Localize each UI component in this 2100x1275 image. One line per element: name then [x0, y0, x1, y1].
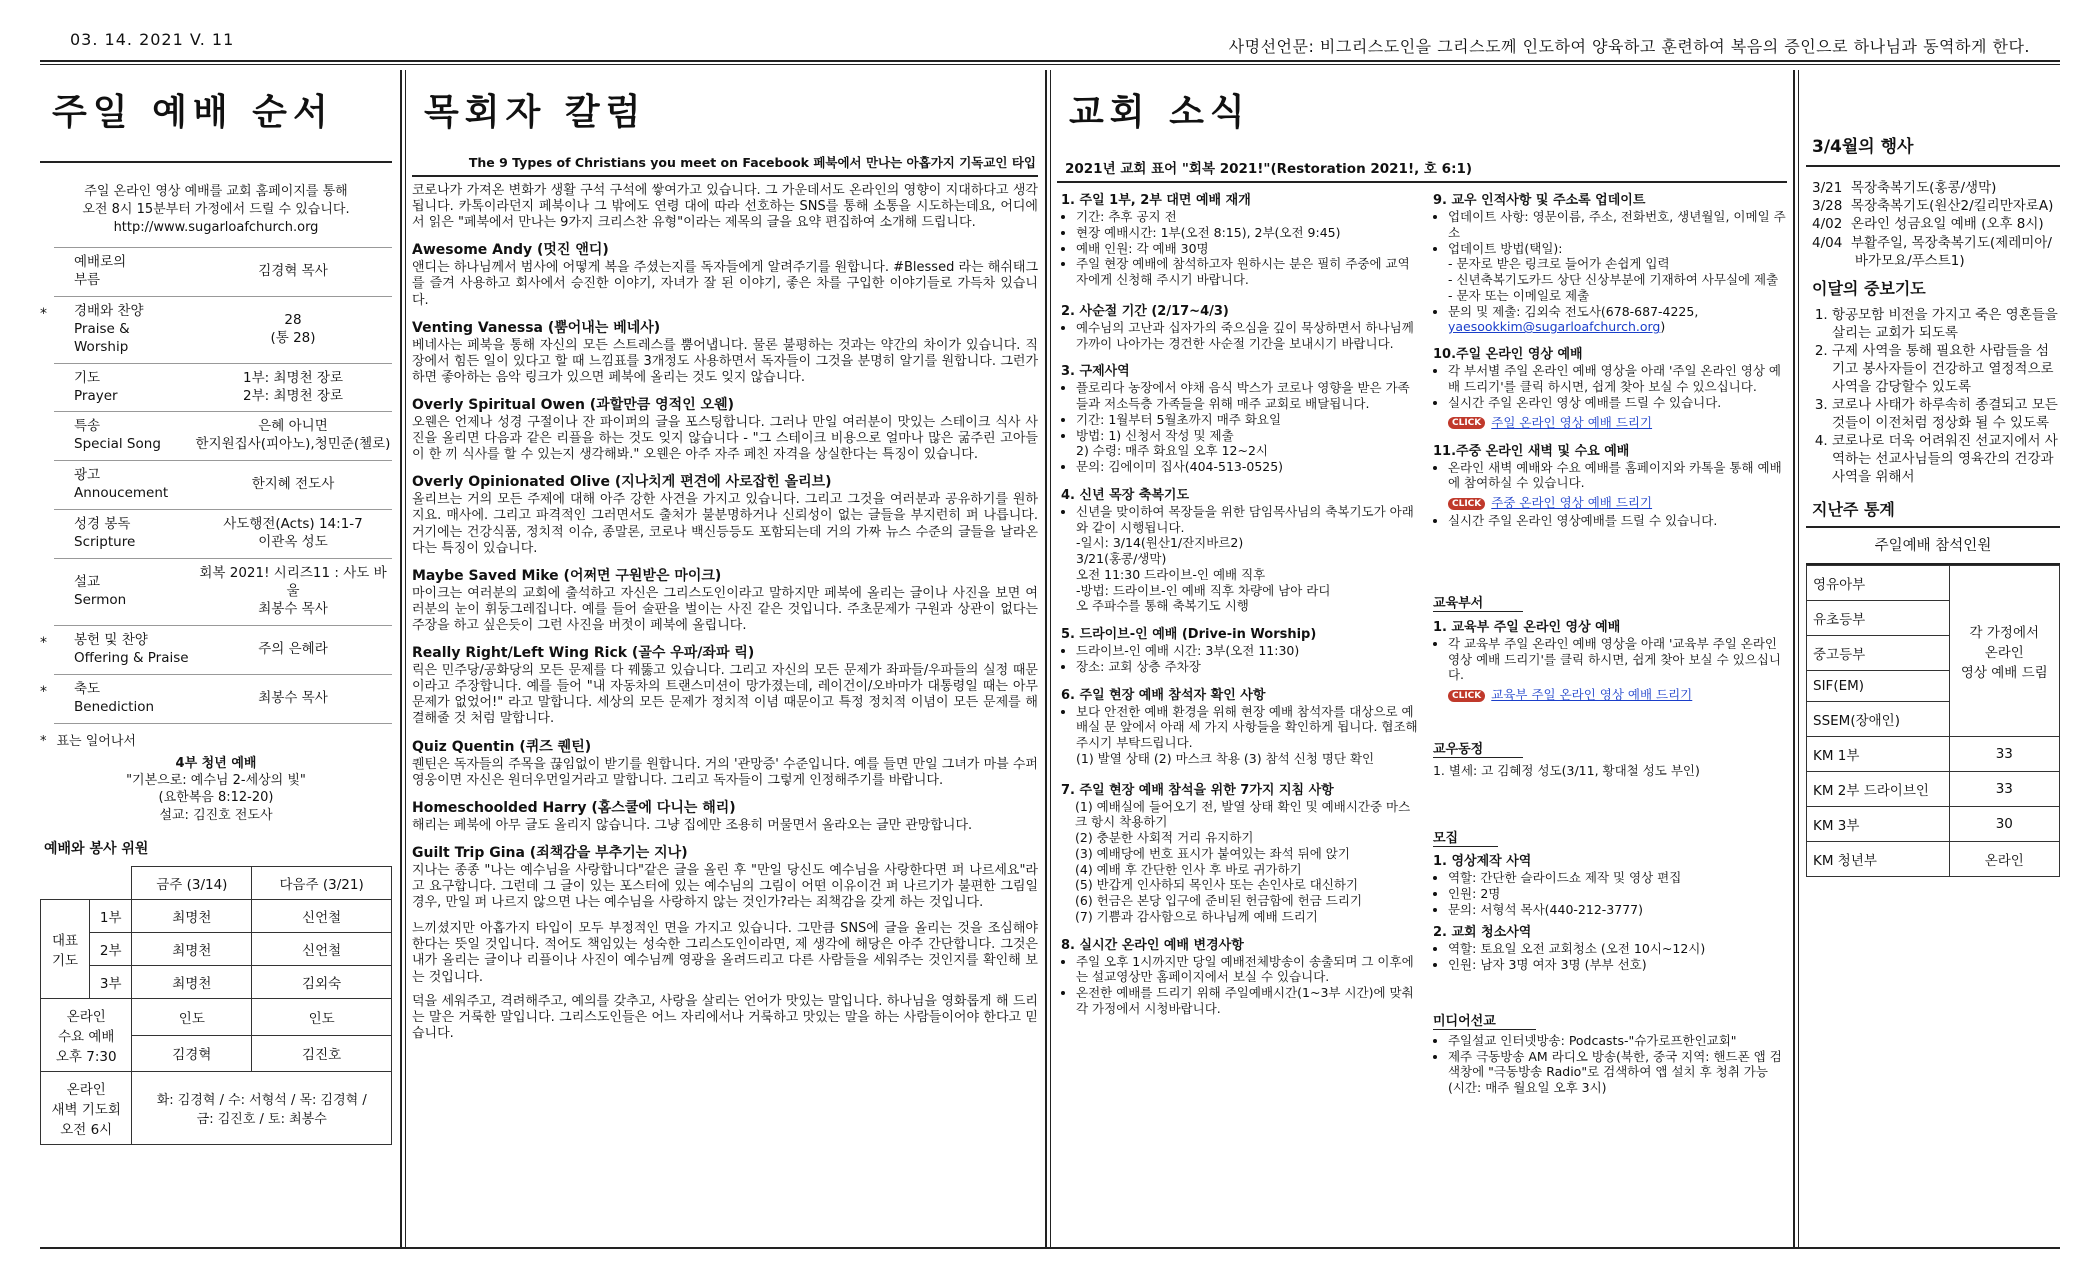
- worship-order-column: [40, 70, 392, 1247]
- weekday-online-link[interactable]: 주중 온라인 영상 예배 드리기: [1491, 495, 1653, 510]
- duty-cell: 김진호: [252, 1035, 392, 1072]
- header-divider: [40, 60, 2060, 62]
- news-right: 9. 교우 인적사항 및 주소록 업데이트 • 업데이트 사항: 영문이름, 주소, 전화번호, 생년월일, 이메일 주소 • 업데이트 방법(택일): - 문자로 받은 링크로 들어가 손쉽게 입력 - 신년축복기도카드 상단 신상부분에 기재하여 사무실에 제출 - 문자 또는 이메일로 제출 • 문의 및 제출: 김외숙 전도사(678-687-4225, yaesookkim@sugarloafchurch.org) 10.주일 온라인 영상 예배 • 각 부서별 주일 온라인 예배 영상을 아래 '주일 온라인 영상 예배 드리기'를 클릭 하시면, 쉽게 찾아 보실 수 있으십니다. • 실시간 주일 온라인 영상 예배를 드릴 수 있습니다. CLICK 주일 온라인 영상 예배 드리기 11.주중 온라인 새벽 및 수요 예배 • 온라인 새벽 예배와 수요 예배를 홈페이지와 카톡을 통해 예배에 참여하실 수 있습니다. CLICK 주중 온라인 영상 예배 드리기 • 실시간 주일 온라인 영상예배를 드릴 수 있습니다. 교육부서 1. 교육부 주일 온라인 영상 예배 • 각 교육부 주일 온라인 예배 영상을 아래 '교육부 주일 온라인 영상 예배 드리기'를 클릭 하시면, 쉽게 찾아 보실 수 있으십니다. CLICK 교육부 주일 온라인 영상 예배 드리기 교우동정 1. 별세: 고 김혜정 성도(3/11, 황대철 성도 부인) 모집 1. 영상제작 사역 • 역할: 간단한 슬라이드쇼 제작 및 영상 편집 • 인원: 2명 • 문의: 서형석 목사(440-212-3777) 2. 교회 청소사역 • 역할: 토요일 오전 교회청소 (오전 10시~12시) • 인원: 남자 3명 여자 3명 (부부 선호) 미디어선교 • 주일설교 인터넷방송: Podcasts-"슈가로프한인교회" • 제주 극동방송 AM 라디오 방송(북한, 중국 지역: 핸드폰 앱 검색창에 "극동방송 Radio"로 검색하여 앱 설치 후 청취 가능 (시간: 매주 월요일 오후 3시): [1433, 189, 1787, 1096]
- order-value: 한지혜 전도사: [251, 476, 335, 493]
- news-item: • 문의 및 제출: 김외숙 전도사(678-687-4225,: [1448, 304, 1787, 320]
- issue-date: 03. 14. 2021 V. 11: [70, 30, 235, 49]
- attendance-table: [1806, 565, 2060, 877]
- type-title: Overly Spiritual Owen (과할만큼 영적인 오웬): [412, 396, 735, 413]
- news-item: • 실시간 주일 온라인 영상예배를 드릴 수 있습니다.: [1448, 513, 1787, 529]
- attendance-value: 30: [1949, 806, 2059, 841]
- youth-preacher: 설교: 김진호 전도사: [159, 807, 273, 823]
- news-item: • 인원: 2명: [1448, 886, 1787, 902]
- column-divider: [1045, 70, 1047, 1247]
- church-motto: 2021년 교회 표어 "회복 2021!"(Restoration 2021!, 호 6:1): [1065, 161, 1473, 177]
- news-heading: 9. 교우 인적사항 및 주소록 업데이트: [1432, 193, 1646, 208]
- attendance-label: SIF(EM): [1807, 670, 1950, 701]
- news-item: • 제주 극동방송 AM 라디오 방송(북한, 중국 지역: 핸드폰 앱 검색창에 "극동방송 Radio"로 검색하여 앱 설치 후 청취 가능 (시간: 매주 월요일 오후 3시): [1448, 1049, 1787, 1096]
- title-underline: [1057, 181, 1787, 183]
- recruit-title: 모집: [1433, 827, 1498, 847]
- duty-col-next: 다음주 (3/21): [252, 867, 392, 900]
- news-item: • 주일 오후 1시까지만 당일 예배전체방송이 송출되며 그 이후에는 설교영상만 홈페이지에서 보실 수 있습니다.: [1076, 954, 1419, 986]
- news-title: 교회 소식: [1069, 92, 1251, 133]
- order-label: 기도 Prayer: [74, 369, 118, 404]
- church-news-column: [1057, 70, 1787, 1247]
- news-item: • 보다 안전한 예배 환경을 위해 현장 예배 참석자를 대상으로 예배실 문 앞에서 아래 세 가지 사항들을 확인하게 됩니다. 협조해 주시기 부탁드립니다. (1) 발열 상태 (2) 마스크 착용 (3) 참석 신청 명단 확인: [1076, 704, 1419, 767]
- order-value: 김경혁 목사: [258, 262, 328, 279]
- duty-dawn-label: 온라인 새벽 기도회 오전 6시: [41, 1072, 132, 1145]
- news-heading: 1. 영상제작 사역: [1432, 854, 1532, 869]
- news-section: [1061, 484, 1419, 614]
- type-title: Guilt Trip Gina (죄책감을 부추기는 지나): [412, 844, 688, 861]
- order-label: 경배와 찬양 Praise & Worship: [74, 302, 144, 355]
- stats-title: 지난주 통계: [1812, 499, 1895, 519]
- click-icon: CLICK: [1448, 417, 1485, 429]
- prayer-item: 3. 코로나 사태가 하루속히 종결되고 모든 것들이 이전처럼 정상화 될 수 있도록: [1832, 397, 2060, 433]
- news-item: • 각 부서별 주일 온라인 예배 영상을 아래 '주일 온라인 영상 예배 드리기'를 클릭 하시면, 쉽게 찾아 보실 수 있으십니다.: [1448, 363, 1787, 395]
- christian-types: [412, 239, 1038, 911]
- event-list: [1806, 179, 2060, 270]
- type-title: Really Right/Left Wing Rick (골수 우파/좌파 릭): [412, 645, 755, 662]
- column-divider: [405, 70, 406, 1247]
- attendance-title: 주일예배 참석인원: [1806, 534, 2060, 565]
- attendance-label: SSEM(장애인): [1807, 701, 1950, 736]
- guideline-item: (1) 예배실에 들어오기 전, 발열 상태 확인 및 예배시간중 마스크 항시 착용하기: [1075, 798, 1411, 830]
- news-item: • 예수님의 고난과 십자가의 죽으심을 깊이 묵상하면서 하나님께 가까이 나아가는 경건한 사순절 기간을 보내시기 바랍니다.: [1076, 320, 1419, 352]
- title-underline: [40, 161, 392, 163]
- order-row: [40, 674, 392, 723]
- edu-online-link[interactable]: 교육부 주일 온라인 영상 예배 드리기: [1491, 687, 1693, 702]
- news-heading: 1. 주일 1부, 2부 대면 예배 재개: [1061, 193, 1251, 208]
- click-icon: CLICK: [1448, 690, 1485, 702]
- duty-rep-label: 대표 기도: [41, 900, 90, 999]
- column-outro: 느끼셨지만 아홉가지 타입이 모두 부정적인 면을 가지고 있습니다. 그만큼 SNS에 글을 올리는 것을 조심해야 한다는 뜻일 것입니다. 적어도 책임있는 성숙한 그리스도인이라면, 제 생각에 해당은 아주 간단합니다. 그것은 내가 올리는 글이나 리플이나 사진이 예수님께 영광을 올려드리고 다른 사람들을 세워주는 것인지를 확인해 보는 것입니다.: [412, 921, 1038, 985]
- header-bar: [40, 0, 2060, 60]
- order-value: 1부: 최명천 장로 2부: 최명천 장로: [243, 369, 343, 404]
- order-row: [54, 247, 392, 296]
- youth-scripture: (요한복음 8:12-20): [158, 790, 274, 806]
- news-item: • 실시간 주일 온라인 영상 예배를 드릴 수 있습니다.: [1448, 395, 1787, 411]
- type-body: 올리브는 거의 모든 주제에 대해 아주 강한 사견을 가지고 있습니다. 그리고 그것을 여러분과 공유하기를 원하지요. 매사에. 그리고 파격적인 그러면서도 출처가 불분명하거나 신뢰성이 없는 글들을 부지런히 퍼 나릅니다. 거기에는 건강식품, 정치적 이슈, 종말론, 코로나 백신등등도 포함되는데 거의 가짜 뉴스 수준의 글들을 날라온다는 특징이 있습니다.: [412, 492, 1038, 556]
- duty-cell: 김경혁: [132, 1035, 252, 1072]
- contact-email[interactable]: yaesookkim@sugarloafchurch.org: [1447, 319, 1661, 335]
- attendance-value: 33: [1949, 771, 2059, 806]
- duty-cell: 최명천: [132, 933, 252, 966]
- event-item: 4/04 부활주일, 목장축복기도(제레미아/ 바가모요/푸스트1): [1812, 234, 2052, 269]
- family-news: 1. 별세: 고 김혜정 성도(3/11, 황대철 성도 부인): [1432, 763, 1700, 778]
- news-heading: 3. 구제사역: [1061, 364, 1130, 380]
- news-item: • 플로리다 농장에서 야채 음식 박스가 코로나 영향을 받은 가족들과 저소득층 가족들을 위해 매주 교회로 배달됩니다.: [1076, 380, 1419, 412]
- type-body: 마이크는 여러분의 교회에 출석하고 자신은 그리스도인이라고 말하지만 페북에 올리는 글이나 사진을 보면 여러분의 눈이 휘둥그레집니다. 예를 들어 술판을 벌이는 사진 같은 것입니다. 주초문제가 구원과 상관이 없다는 주장을 하고 싶은듯이 그런 사진을 버젓이 페북에 올립니다.: [412, 585, 1038, 633]
- worship-order-list: [40, 247, 392, 723]
- stand-note: * 표는 일어나서: [40, 733, 136, 749]
- event-item: 3/28 목장축복기도(원산2/킬리만자로A): [1812, 198, 2054, 215]
- title-underline: [1806, 165, 2060, 167]
- news-section: [1061, 623, 1419, 675]
- order-value: 28 (통 28): [270, 311, 316, 346]
- news-item: • 인원: 남자 3명 여자 3명 (부부 선호): [1448, 957, 1787, 973]
- pastor-column: [412, 70, 1038, 1247]
- news-heading: 8. 실시간 온라인 예배 변경사항: [1061, 937, 1244, 953]
- news-heading: 11.주중 온라인 새벽 및 수요 예배: [1432, 443, 1630, 459]
- column-divider: [1793, 70, 1795, 1247]
- attendance-label: KM 1부: [1807, 736, 1950, 771]
- worship-title: 주일 예배 순서: [52, 92, 334, 133]
- order-label: 설교 Sermon: [74, 574, 127, 609]
- events-title: 3/4월의 행사: [1812, 137, 1914, 157]
- youth-title: 4부 청년 예배: [175, 755, 257, 771]
- order-value: 은혜 아니면 한지원집사(피아노),청민준(첼로): [195, 418, 391, 453]
- events-column: [1806, 70, 2060, 1247]
- news-item: • 문의: 김에이미 집사(404-513-0525): [1076, 459, 1419, 475]
- stand-marker: *: [40, 635, 47, 652]
- type-body: 베네사는 페북을 통해 자신의 모든 스트레스를 뿜어냅니다. 물론 불평하는 것과는 약간의 차이가 있습니다. 직장에서 힘든 일이 있다고 할 때 느낌표를 3개정도 사용하면서 독자들이 그것을 분명히 알기를 원합니다. 그런가하면 좋아하는 음악 링크가 있으면 페북에 올리는 것도 잊지 않습니다.: [412, 337, 1038, 385]
- prayer-list: [1806, 307, 2060, 487]
- type-body: 지나는 종종 "나는 예수님을 사랑합니다"같은 글을 올린 후 "만일 당신도 예수님을 사랑한다면 퍼 나르세요"라고 요구합니다. 그런데 그 글이 있는 포스터에 있는 예수님의 그림이 어떤 이유이건 퍼 나르기가 불편한 그림일 경우, 만일 퍼 나르지 않으면 나는 예수님을 사랑하지 않는 것인가?라는 죄책감을 갖게 하는 것입니다.: [412, 862, 1038, 911]
- order-label: 광고 Annoucement: [74, 467, 169, 502]
- news-heading: 4. 신년 목장 축복기도: [1061, 487, 1190, 503]
- edu-title: 교육부서: [1433, 592, 1523, 612]
- attendance-label: KM 2부 드라이브인: [1807, 771, 1950, 806]
- duty-cell: 인도: [132, 999, 252, 1036]
- news-heading: 2. 사순절 기간 (2/17~4/3): [1061, 303, 1229, 319]
- attendance-label: 중고등부: [1807, 635, 1950, 670]
- news-item: • 온라인 새벽 예배와 수요 예배를 홈페이지와 카톡을 통해 예배에 참여하실 수 있습니다.: [1448, 460, 1787, 492]
- duty-cell: 신언철: [252, 900, 392, 933]
- click-icon: CLICK: [1448, 498, 1485, 510]
- news-heading: 1. 교육부 주일 온라인 영상 예배: [1432, 619, 1621, 635]
- column-intro: 코로나가 가져온 변화가 생활 구석 구석에 쌓여가고 있습니다. 그 가운데서도 온라인의 영향이 지대하다고 생각됩니다. 카톡이라던지 페북이나 그 밖에도 연령 대에 따라 선호하는 SNS를 통해 소통을 시도하는데요, 어디에서 읽은 "페북에서 만나는 9가지 크리스찬 유형"이라는 제목의 글을 요약 편집하여 소개해 드립니다.: [412, 183, 1038, 231]
- column-divider: [1050, 70, 1051, 1247]
- news-section: [1061, 300, 1419, 352]
- prayer-item: 2. 구제 사역을 통해 필요한 사람들을 섬기고 봉사자들이 건강하고 열정적으로 사역을 감당할수 있도록: [1832, 343, 2060, 397]
- news-item: • 기간: 1월부터 5월초까지 매주 화요일: [1076, 412, 1419, 428]
- news-section: [1061, 779, 1419, 925]
- order-value: 최봉수 목사: [258, 689, 328, 706]
- event-item: 3/21 목장축복기도(홍콩/생막): [1812, 180, 1997, 196]
- order-label: 봉헌 및 찬양 Offering & Praise: [74, 632, 189, 667]
- media-title: 미디어선교: [1433, 1010, 1536, 1030]
- news-item: • 현장 예배시간: 1부(오전 8:15), 2부(오전 9:45): [1076, 225, 1419, 241]
- duty-cell: 신언철: [252, 933, 392, 966]
- news-item: • 드라이브-인 예배 시간: 3부(오전 11:30): [1076, 643, 1419, 659]
- order-row: [54, 411, 392, 460]
- title-underline: [412, 175, 1038, 177]
- prayer-item: 1. 항공모함 비전을 가지고 죽은 영혼들을 살리는 교회가 되도록: [1832, 307, 2060, 343]
- news-item: • 온전한 예배를 드리기 위해 주일예배시간(1~3부 시간)에 맞춰 각 가정에서 시청바랍니다.: [1076, 985, 1419, 1017]
- news-item: • 방법: 1) 신청서 작성 및 제출 2) 수령: 매주 화요일 오후 12~2시: [1076, 428, 1419, 460]
- order-label: 성경 봉독 Scripture: [74, 516, 136, 551]
- type-title: Maybe Saved Mike (어쩌면 구원받은 마이크): [412, 567, 722, 584]
- type-body: 퀜틴은 독자들의 주목을 끊임없이 받기를 원합니다. 거의 '관망증' 수준입니다. 예를 들면 만일 그녀가 마블 수퍼영웅이면 자신은 원더우먼일거라고 말합니다. 그리고 독자들이 그렇게 인정해주기를 바랍니다.: [412, 756, 1038, 788]
- attendance-value: 33: [1949, 736, 2059, 771]
- type-body: 해리는 페북에 아무 글도 올리지 않습니다. 그냥 집에만 조용히 머물면서 올라오는 글만 관망합니다.: [412, 817, 973, 833]
- header-divider-thin: [40, 64, 2060, 65]
- order-row: [54, 558, 392, 625]
- news-heading: 2. 교회 청소사역: [1432, 925, 1532, 941]
- guideline-item: (2) 충분한 사회적 거리 유지하기: [1075, 830, 1254, 845]
- news-item: • 신년을 맞이하여 목장들을 위한 담임목사님의 축복기도가 아래와 같이 시행됩니다. -일시: 3/14(원산1/잔지바르2) 3/21(홍콩/생막) 오전 11:30 드라이브-인 예배 직후 -방법: 드라이브-인 예배 직후 차량에 남아 라디 오 주파수를 통해 축복기도 시행: [1076, 504, 1419, 614]
- news-item: • 장소: 교회 상층 주차장: [1076, 659, 1419, 675]
- stand-marker: *: [40, 305, 47, 322]
- column-title: 목회자 칼럼: [424, 92, 647, 133]
- duty-cell: 인도: [252, 999, 392, 1036]
- column-divider: [1798, 70, 1799, 1247]
- intro-line: 오전 8시 15분부터 가정에서 드릴 수 있습니다.: [82, 201, 350, 217]
- order-label: 예배로의 부름: [74, 253, 127, 288]
- news-heading: 5. 드라이브-인 예배 (Drive-in Worship): [1061, 627, 1317, 642]
- stand-marker: *: [40, 683, 47, 700]
- duty-part: 2부: [90, 933, 132, 966]
- attendance-label: KM 3부: [1807, 806, 1950, 841]
- duty-cell: 김외숙: [252, 966, 392, 999]
- news-item: • 업데이트 사항: 영문이름, 주소, 전화번호, 생년월일, 이메일 주소: [1448, 209, 1787, 241]
- type-body: 오웬은 언제나 성경 구절이나 잔 파이퍼의 글을 포스팅합니다. 그러나 만일 여러분이 맛있는 스테이크 식사 사진을 올리면 다음과 같은 리플을 하는 것도 잊지 않습니다 - "그 스테이크 비용으로 얼마나 많은 굶주린 고아들이 한 끼 식사를 할 수 있는지 생각해봐." 오웬은 아주 자주 페친 자격을 상실한다는 특징이 있습니다.: [412, 414, 1038, 463]
- event-item: 4/02 온라인 성금요일 예배 (오후 8시): [1812, 216, 2044, 233]
- order-row: [54, 460, 392, 509]
- family-title: 교우동정: [1433, 738, 1523, 758]
- news-heading: 7. 주일 현장 예배 참석을 위한 7가지 지침 사항: [1061, 782, 1334, 798]
- news-item: • 업데이트 방법(택일): - 문자로 받은 링크로 들어가 손쉽게 입력 - 신년축복기도카드 상단 신상부분에 기재하여 사무실에 제출 - 문자 또는 이메일로 제출: [1448, 241, 1787, 304]
- order-label: 특송 Special Song: [74, 418, 161, 453]
- youth-theme: "기본으로: 예수님 2-세상의 빛": [126, 773, 306, 789]
- attendance-label: 영유아부: [1807, 565, 1950, 600]
- order-label: 축도 Benediction: [74, 680, 155, 715]
- guideline-item: (5) 반갑게 인사하되 목인사 또는 손인사로 대신하기: [1075, 877, 1359, 893]
- duty-cell: 최명천: [132, 966, 252, 999]
- news-item: • 주일설교 인터넷방송: Podcasts-"슈가로프한인교회": [1448, 1033, 1787, 1049]
- duty-col-this: 금주 (3/14): [132, 867, 252, 900]
- church-url[interactable]: http://www.sugarloafchurch.org: [113, 219, 319, 235]
- column-outro: 덕을 세워주고, 격려해주고, 예의를 갖추고, 사랑을 살리는 언어가 맛있는 말입니다. 하나님을 영화롭게 해 드리는 말은 거룩한 말입니다. 그리스도인들은 어느 자리에서나 거룩하고 맛있는 말을 하는 사람들이어야 한다고 믿습니다.: [412, 993, 1038, 1041]
- guideline-item: (7) 기쁨과 감사함으로 하나님께 예배 드리기: [1075, 908, 1318, 924]
- news-section: [1061, 684, 1419, 767]
- duty-cell: 최명천: [132, 900, 252, 933]
- intro-line: 주일 온라인 영상 예배를 교회 홈페이지를 통해: [84, 184, 348, 199]
- order-value: 회복 2021! 시리즈11 : 사도 바울 최봉수 목사: [199, 565, 387, 618]
- guideline-item: (4) 예배 후 간단한 인사 후 바로 귀가하기: [1075, 861, 1302, 877]
- guideline-item: (6) 헌금은 본당 입구에 준비된 헌금함에 헌금 드리기: [1075, 893, 1363, 908]
- footer-divider: [40, 1247, 2060, 1249]
- news-item: • 역할: 간단한 슬라이드쇼 제작 및 영상 편집: [1448, 870, 1787, 886]
- order-row: [40, 625, 392, 674]
- type-title: Homeschoolded Harry (홈스쿨에 다니는 해리): [412, 799, 736, 816]
- attendance-note: 각 가정에서 온라인 영상 예배 드림: [1949, 565, 2059, 736]
- news-left: [1057, 189, 1419, 1096]
- news-item: • 기간: 추후 공지 전: [1076, 209, 1419, 225]
- type-title: Awesome Andy (멋진 앤디): [412, 242, 609, 259]
- news-item: • 주일 현장 예배에 참석하고자 원하시는 분은 필히 주중에 교역자에게 신청해 주시기 바랍니다.: [1076, 256, 1419, 288]
- type-title: Venting Vanessa (뿜어내는 베네사): [412, 319, 661, 336]
- news-item: • 문의: 서형석 목사(440-212-3777): [1448, 902, 1787, 918]
- youth-service: [40, 755, 392, 824]
- news-item: • 예배 인원: 각 예배 30명: [1076, 241, 1419, 257]
- order-value: 주의 은혜라: [258, 641, 328, 658]
- news-item: • 각 교육부 주일 온라인 예배 영상을 아래 '교육부 주일 온라인 영상 예배 드리기'를 클릭 하시면, 쉽게 찾아 보실 수 있으십니다.: [1448, 636, 1787, 683]
- type-body: 릭은 민주당/공화당의 모든 문제를 다 꿰뚫고 있습니다. 그리고 자신의 모든 문제가 좌파들/우파들의 실정 때문이라고 주장합니다. 예를 들어 "내 자동차의 트랜스미션이 망가졌는데, 레이건이/오바마가 대통령일 때는 아무 문제가 없었어!" 라고 말합니다. 세상의 모든 문제가 정치적 이념 때문이고 특정 정치적 이념이 모든 문제를 해결해줄 것 처럼 말합니다.: [412, 663, 1038, 727]
- duty-table: [40, 866, 392, 1145]
- order-value: 사도행전(Acts) 14:1-7 이관옥 성도: [223, 516, 363, 551]
- duty-part: 3부: [90, 966, 132, 999]
- type-title: Quiz Quentin (퀴즈 퀜틴): [412, 738, 592, 755]
- type-body: 앤디는 하나님께서 범사에 어떻게 복을 주셨는지를 독자들에게 알려주기를 원합니다. #Blessed 라는 해쉬태그를 즐겨 사용하고 회사에서 승진한 이야기, 자녀가 잘 된 이야기, 좋은 차를 구입한 이야기들로 가득차 있습니다.: [412, 260, 1038, 308]
- attendance-label: KM 청년부: [1807, 841, 1950, 876]
- order-row: [54, 363, 392, 412]
- duty-title: 예배와 봉사 위원: [44, 841, 149, 857]
- type-title: Overly Opinionated Olive (지나치게 편견에 사로잡힌 올리브): [412, 474, 832, 491]
- order-row: [40, 296, 392, 363]
- worship-intro: [40, 171, 392, 247]
- prayer-title: 이달의 중보기도: [1812, 279, 1926, 299]
- duty-part: 1부: [90, 900, 132, 933]
- column-subtitle: The 9 Types of Christians you meet on Facebook 페북에서 만나는 아홉가지 기독교인 타입: [468, 155, 1036, 170]
- guideline-item: (3) 예배당에 번호 표시가 붙여있는 좌석 뒤에 앉기: [1075, 845, 1350, 861]
- attendance-value: 온라인: [1949, 841, 2059, 876]
- duty-wed-label: 온라인 수요 예배 오후 7:30: [41, 999, 132, 1072]
- mission-statement: 사명선언문: 비그리스도인을 그리스도께 인도하여 양육하고 훈련하여 복음의 증인으로 하나님과 동역하게 한다.: [1228, 37, 2030, 56]
- sunday-online-link[interactable]: 주일 온라인 영상 예배 드리기: [1491, 414, 1653, 430]
- duty-dawn-value: 화: 김경혁 / 수: 서형석 / 목: 김경혁 / 금: 김진호 / 토: 최봉수: [132, 1072, 392, 1145]
- attendance-label: 유초등부: [1807, 600, 1950, 635]
- news-section: [1061, 934, 1419, 1017]
- column-divider: [400, 70, 402, 1247]
- news-heading: 10.주일 온라인 영상 예배: [1432, 347, 1583, 363]
- prayer-item: 4. 코로나로 더욱 어려워진 선교지에서 사역하는 선교사님들의 영육간의 건강과 사역을 위해서: [1832, 433, 2060, 487]
- news-heading: 6. 주일 현장 예배 참석자 확인 사항: [1061, 687, 1266, 703]
- news-item: • 역할: 토요일 오전 교회청소 (오전 10시~12시): [1448, 941, 1787, 957]
- news-section: [1061, 360, 1419, 475]
- order-row: [54, 509, 392, 558]
- news-section: [1061, 189, 1419, 288]
